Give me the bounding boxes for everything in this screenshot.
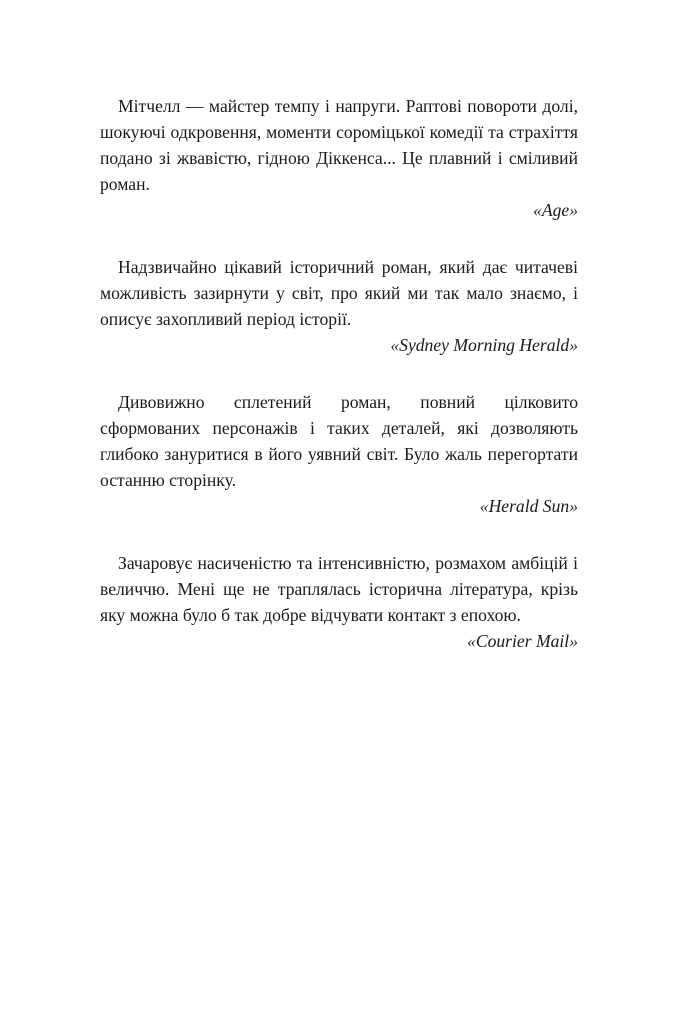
review-source: «Courier Mail» — [467, 631, 578, 651]
review-source: «Sydney Morning Herald» — [390, 335, 578, 355]
review-text: Зачаровує насиченістю та інтенсивністю, розмахом амбіцій і величчю. Мені ще не траплялась історична література, крізь яку можна було б так добре відчувати контакт з епохою. — [100, 553, 578, 625]
review-text: Надзвичайно цікавий історичний роман, який дає читачеві можливість зазирнути у світ, про який ми так мало знаємо, і описує захопливий період історії. — [100, 257, 578, 329]
review-sydney-morning-herald — [100, 254, 578, 358]
review-text: Мітчелл — майстер темпу і напруги. Раптові повороти долі, шокуючі одкровення, моменти сороміцької комедії та страхіття подано зі жвавістю, гідною Діккенса... Це плавний і сміливий роман. — [100, 96, 578, 194]
reviews-page — [100, 93, 578, 685]
review-source: «Age» — [533, 200, 578, 220]
review-courier-mail — [100, 550, 578, 654]
review-age — [100, 93, 578, 223]
review-text: Дивовижно сплетений роман, повний цілковито сформованих персонажів і таких деталей, які дозволяють глибоко зануритися в його уявний світ. Було жаль перегортати останню сторінку. — [100, 392, 578, 490]
review-herald-sun — [100, 389, 578, 519]
review-source: «Herald Sun» — [479, 496, 578, 516]
